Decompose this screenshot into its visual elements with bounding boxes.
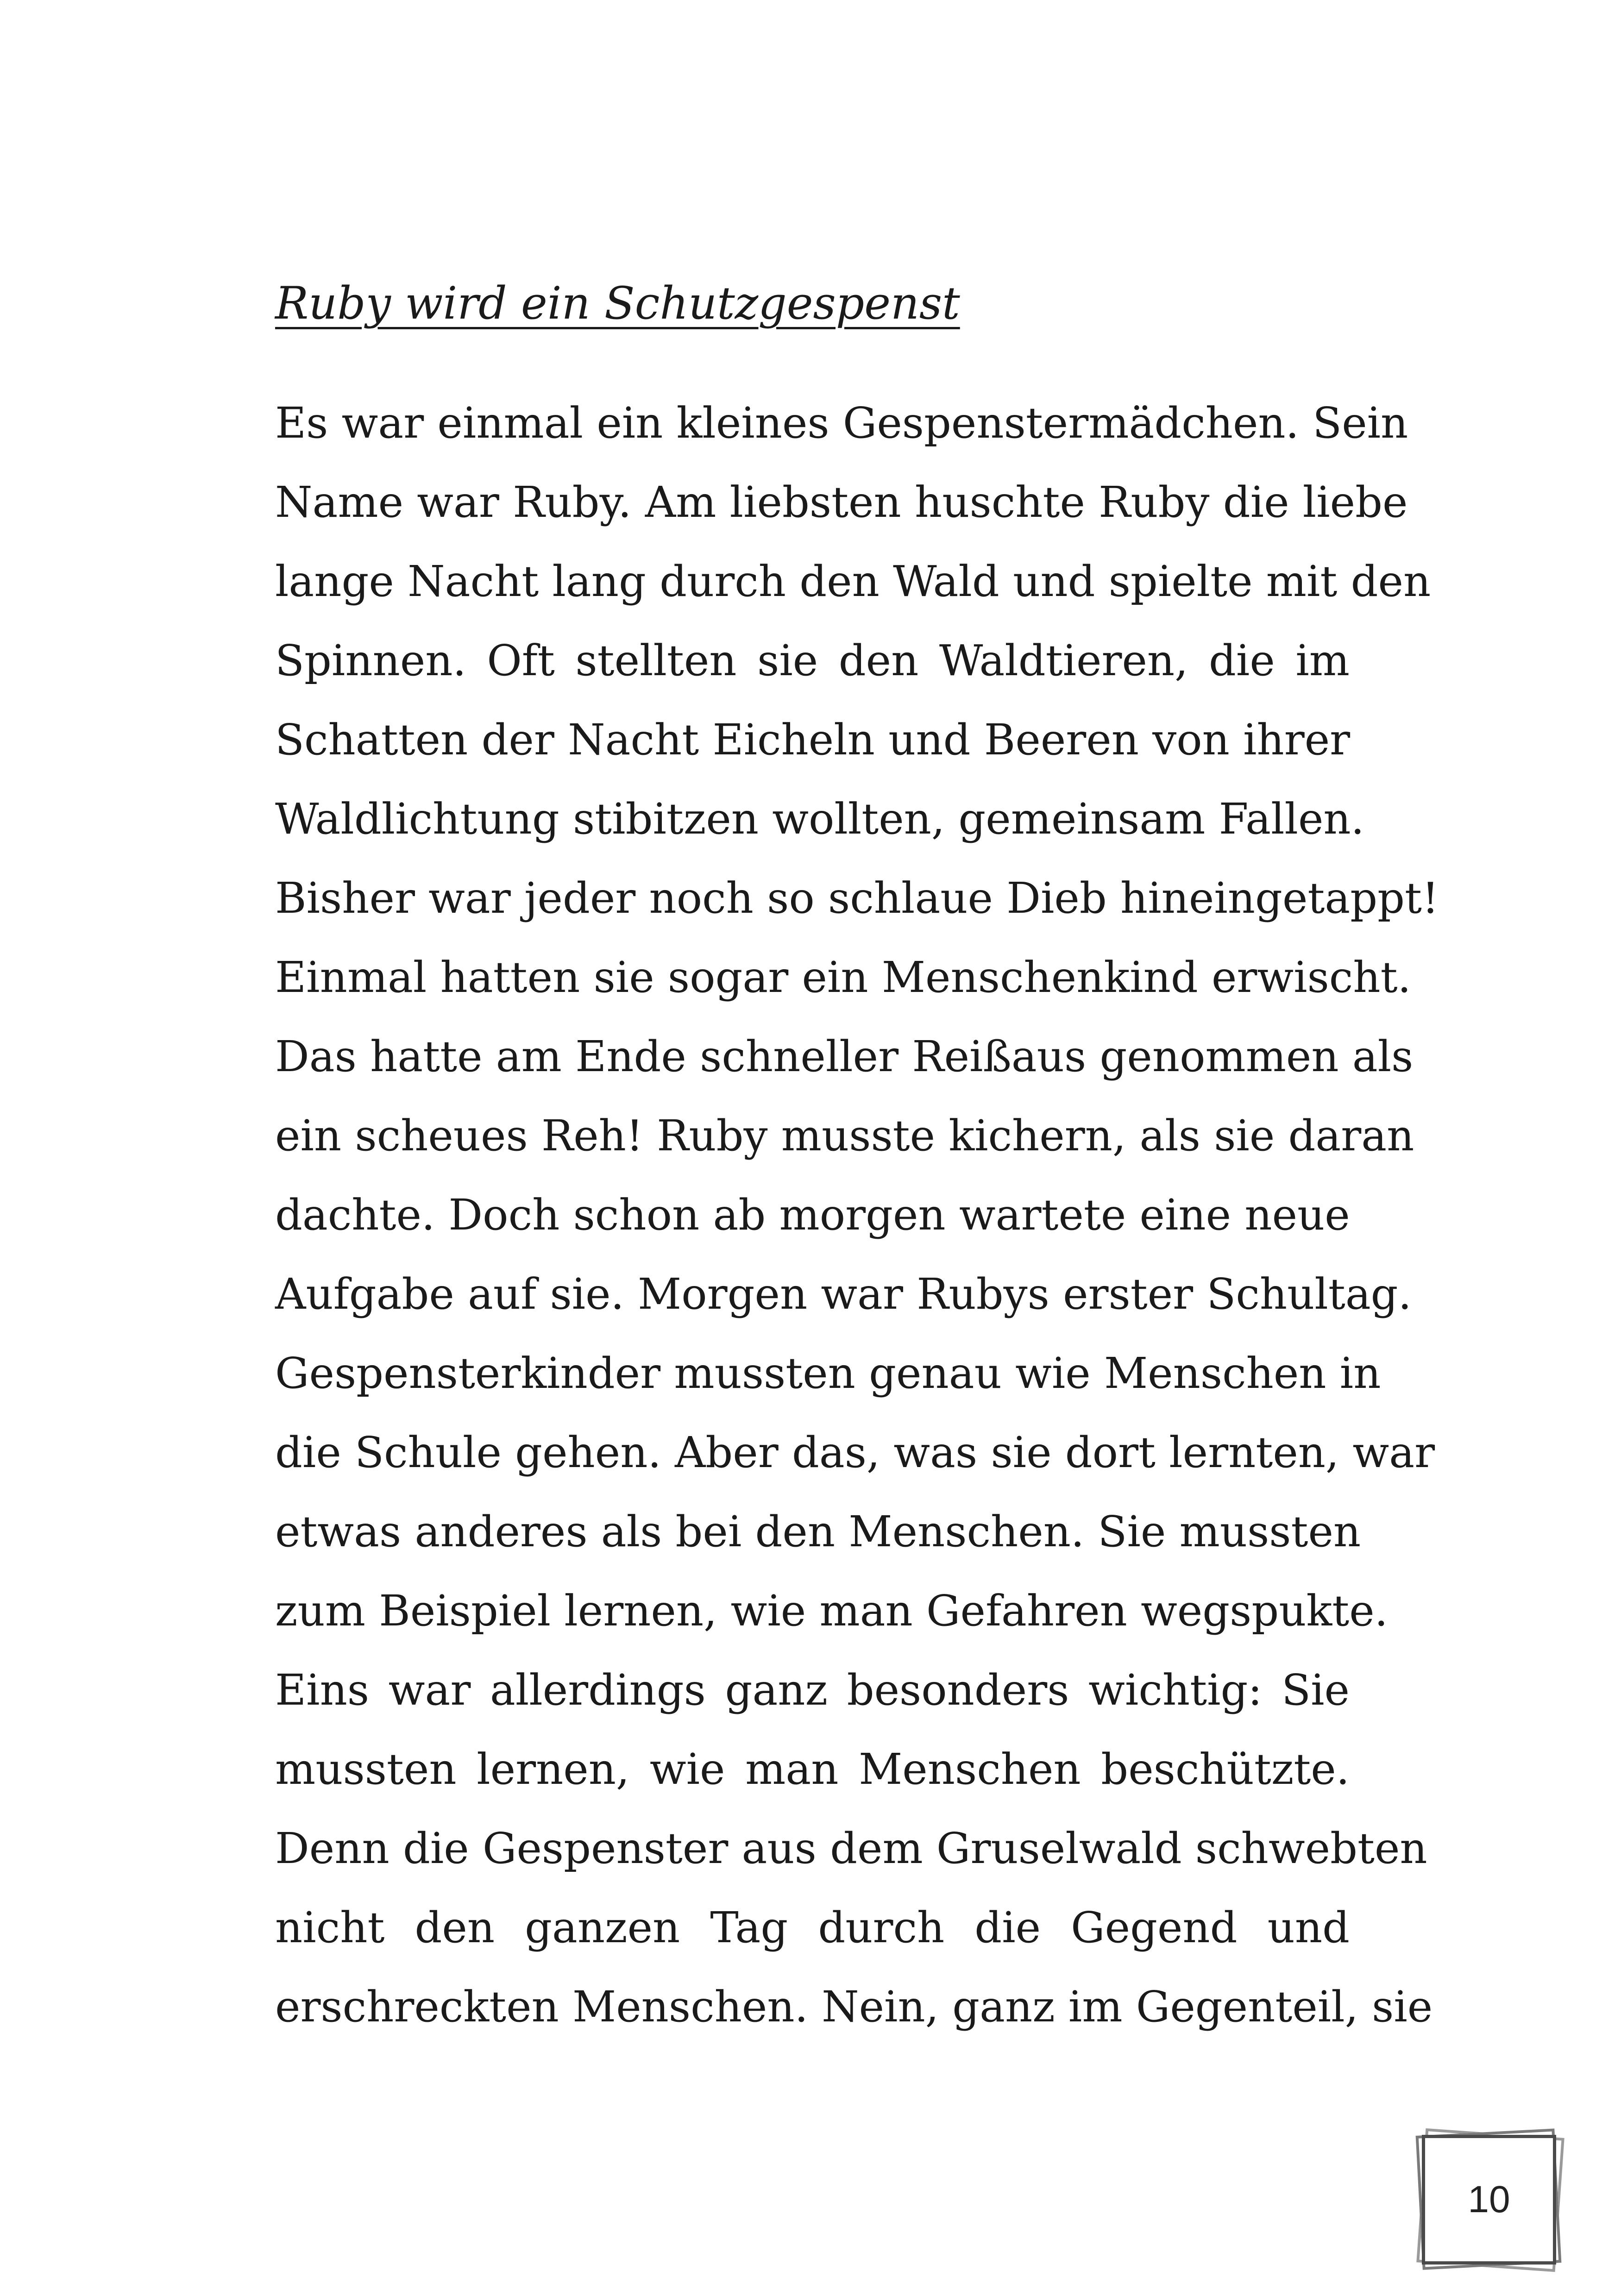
paragraph-line: zum Beispiel lernen, wie man Gefahren wegspukte.: [275, 1586, 1388, 1636]
paragraph-line: Schatten der Nacht Eicheln und Beeren von ihrer: [275, 715, 1351, 765]
paragraph-line: die Schule gehen. Aber das, was sie dort lernten, war: [275, 1428, 1435, 1477]
paragraph-line: ein scheues Reh! Ruby musste kichern, als sie daran: [275, 1111, 1414, 1161]
paragraph-line: Name war Ruby. Am liebsten huschte Ruby die liebe: [275, 477, 1408, 527]
paragraph-line: Das hatte am Ende schneller Reißaus genommen als: [275, 1032, 1414, 1081]
paragraph-line: Waldlichtung stibitzen wollten, gemeinsam Fallen.: [275, 794, 1364, 844]
story-paragraph: [275, 383, 1439, 2046]
paragraph-line: Denn die Gespenster aus dem Gruselwald schwebten: [275, 1824, 1427, 1873]
chapter-title: Ruby wird ein Schutzgespenst: [275, 277, 960, 329]
page-number-frame: [1417, 2130, 1561, 2269]
page-number: 10: [1468, 2178, 1510, 2221]
paragraph-line: mussten lernen, wie man Menschen beschützte.: [275, 1744, 1350, 1794]
paragraph-line: nicht den ganzen Tag durch die Gegend und: [275, 1903, 1350, 1952]
paragraph-line: Aufgabe auf sie. Morgen war Rubys erster Schultag.: [275, 1269, 1412, 1319]
paragraph-line: Eins war allerdings ganz besonders wichtig: Sie: [275, 1665, 1350, 1715]
paragraph-line: Es war einmal ein kleines Gespenstermädchen. Sein: [275, 398, 1408, 448]
frame-front-layer: [1422, 2135, 1556, 2265]
paragraph-line: lange Nacht lang durch den Wald und spielte mit den: [275, 557, 1431, 606]
paragraph-line: Einmal hatten sie sogar ein Menschenkind erwischt.: [275, 953, 1411, 1002]
paragraph-line: Bisher war jeder noch so schlaue Dieb hineingetappt!: [275, 873, 1439, 923]
paragraph-line: dachte. Doch schon ab morgen wartete eine neue: [275, 1190, 1350, 1240]
paragraph-line: erschreckten Menschen. Nein, ganz im Gegenteil, sie: [275, 1982, 1433, 2032]
paragraph-line: etwas anderes als bei den Menschen. Sie mussten: [275, 1507, 1361, 1556]
paragraph-line: Spinnen. Oft stellten sie den Waldtieren, die im: [275, 636, 1350, 685]
paragraph-line: Gespensterkinder mussten genau wie Menschen in: [275, 1349, 1381, 1398]
